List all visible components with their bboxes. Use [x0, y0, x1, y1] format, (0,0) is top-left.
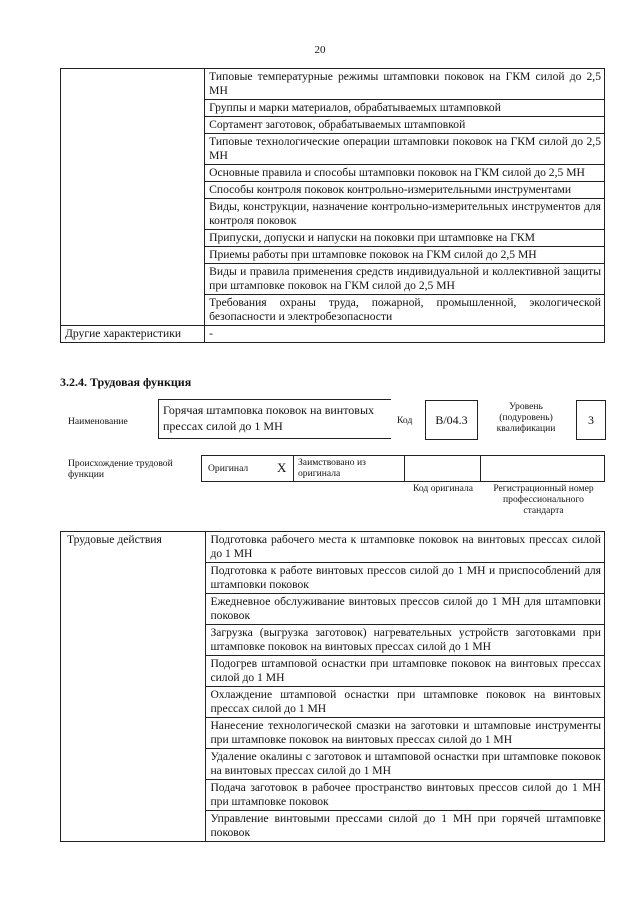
level-value: 3 [588, 413, 594, 427]
table-cell: Типовые температурные режимы штамповки поковок на ГКМ силой до 2,5 МН [205, 69, 605, 100]
code-label: Код [397, 415, 413, 426]
table-cell: Нанесение технологической смазки на заготовки и штамповые инструменты при штамповке поковок на винтовых прессах силой до 1 МН [206, 718, 605, 749]
table-cell: Удаление окалины с заготовок и штамповой оснастки при штамповке поковок на винтовых прессах силой до 1 МН [206, 749, 605, 780]
origin-divider [404, 455, 405, 481]
table-cell: Типовые технологические операции штамповки поковок на ГКМ силой до 2,5 МН [205, 134, 605, 165]
name-box [158, 399, 391, 439]
table-cell-empty [61, 69, 205, 326]
labor-actions-table [60, 531, 605, 842]
table-cell: Подача заготовок в рабочее пространство винтовых прессов силой до 1 МН при штамповке поковок [206, 780, 605, 811]
table-cell: Виды, конструкции, назначение контрольно-измерительных инструментов для контроля поковок [205, 199, 605, 230]
name-label: Наименование [68, 416, 128, 427]
borrowed-label: Заимствовано из оригинала [298, 457, 366, 479]
table-cell: Припуски, допуски и напуски на поковки при штамповке на ГКМ [205, 230, 605, 247]
original-label: Оригинал [208, 463, 249, 474]
table-cell: Подготовка рабочего места к штамповке поковок на винтовых прессах силой до 1 МН [206, 532, 605, 563]
labor-actions-label: Трудовые действия [61, 532, 206, 842]
section-title: 3.2.4. Трудовая функция [60, 375, 192, 389]
level-box [576, 400, 606, 440]
table-cell: Приемы работы при штамповке поковок на ГКМ силой до 2,5 МН [205, 247, 605, 264]
table-cell: Сортамент заготовок, обрабатываемых штамповкой [205, 117, 605, 134]
table-cell: Группы и марки материалов, обрабатываемых штамповкой [205, 100, 605, 117]
origin-divider [480, 455, 481, 481]
table-cell: Требования охраны труда, пожарной, промышленной, экологической безопасности и электробезопасности [205, 295, 605, 326]
original-mark: Х [277, 460, 287, 475]
registration-number-caption: Регистрационный номер профессионального стандарта [493, 483, 594, 516]
table-cell: Виды и правила применения средств индивидуальной и коллективной защиты при штамповке поковок на ГКМ силой до 2,5 МН [205, 264, 605, 295]
table-cell: Загрузка (выгрузка заготовок) нагревательных устройств заготовками при штамповке поковок на винтовых прессах силой до 1 МН [206, 625, 605, 656]
name-value: Горячая штамповка поковок на винтовых прессах силой до 1 МН [163, 403, 375, 433]
table-row [61, 326, 605, 343]
table-cell: Подогрев штамповой оснастки при штамповке поковок на винтовых прессах силой до 1 МН [206, 656, 605, 687]
table-row [61, 69, 605, 100]
table-row [61, 532, 605, 563]
table-cell: Подготовка к работе винтовых прессов силой до 1 МН и приспособлений для штамповки поковок [206, 563, 605, 594]
other-characteristics-label: Другие характеристики [61, 326, 205, 343]
code-box [425, 400, 478, 440]
code-original-caption: Код оригинала [412, 483, 474, 494]
code-value: В/04.3 [435, 413, 468, 427]
other-characteristics-value: - [205, 326, 605, 343]
table-cell: Охлаждение штамповой оснастки при штамповке поковок на винтовых прессах силой до 1 МН [206, 687, 605, 718]
table-cell: Способы контроля поковок контрольно-измерительными инструментами [205, 182, 605, 199]
table-cell: Управление винтовыми прессами силой до 1 МН при горячей штамповке поковок [206, 811, 605, 842]
origin-label: Происхождение трудовой функции [68, 458, 173, 480]
knowledge-table [60, 68, 605, 343]
page-number: 20 [314, 44, 326, 56]
table-cell: Ежедневное обслуживание винтовых прессов силой до 1 МН для штамповки поковок [206, 594, 605, 625]
level-label: Уровень (подуровень) квалификации [496, 401, 556, 434]
table-cell: Основные правила и способы штамповки поковок на ГКМ силой до 2,5 МН [205, 165, 605, 182]
origin-divider [293, 455, 294, 481]
origin-box [201, 455, 605, 482]
